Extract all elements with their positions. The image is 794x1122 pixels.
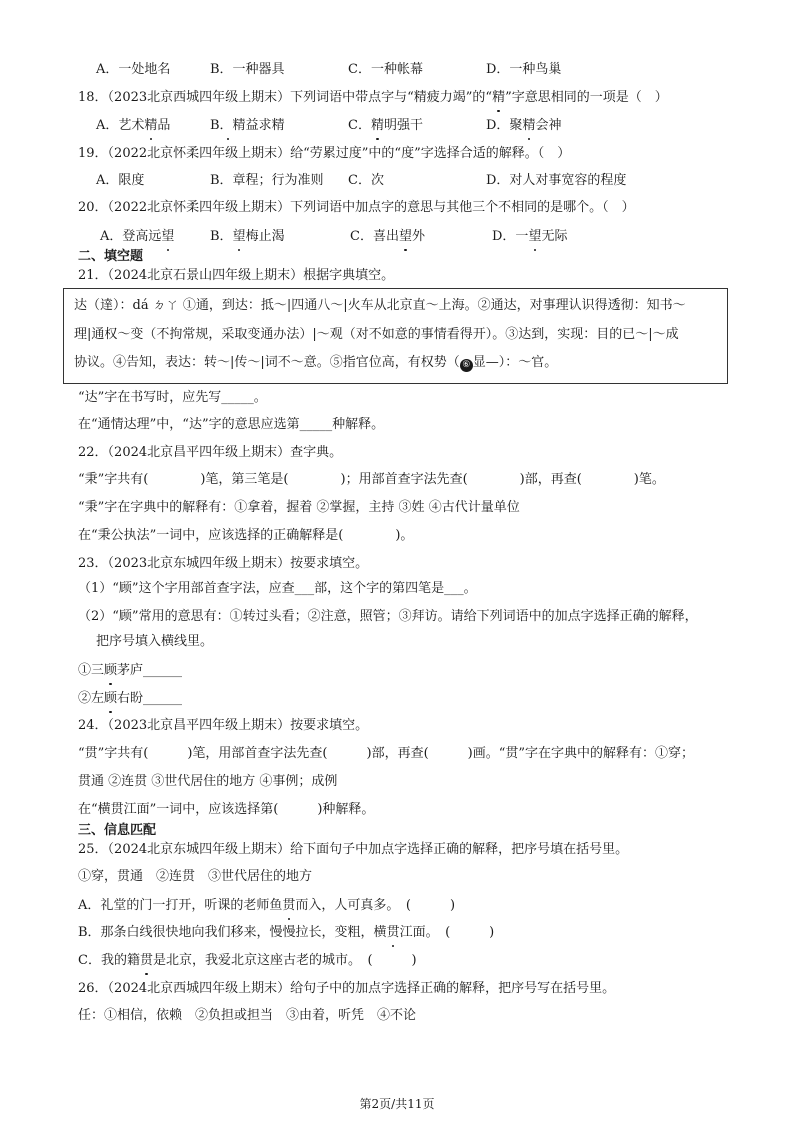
q26-options: 任：①相信，依赖 ②负担或担当 ③由着，听凭 ④不论 xyxy=(78,1008,417,1023)
section-fill-in-title: 二、填空题 xyxy=(78,249,144,264)
q22-line-3: 在“秉公执法”一词中，应该选择的正确解释是( )。 xyxy=(78,528,414,543)
q25-item-b: B．那条白线很快地向我们移来，慢慢拉长，变粗，横贯江面。 ( ) xyxy=(78,925,495,940)
q20-stem: 20．（2022北京怀柔四年级上期末）下列词语中加点字的意思与其他三个不相同的是哪个。（ ） xyxy=(78,200,635,215)
q20-option-d: D．一望无际 xyxy=(492,229,568,244)
dictionary-entry-line: 达（達）：dá ㄉㄚ ①通，到达：抵～|四通八～|火车从北京直～上海。②通达，对事理认识得透彻：知书～ xyxy=(74,298,686,313)
q24-line-2: 贯通 ②连贯 ③世代居住的地方 ④事例；成例 xyxy=(78,774,338,789)
section-matching-title: 三、信息匹配 xyxy=(78,823,157,838)
q24-line-1: “贯”字共有( )笔，用部首查字法先查( )部，再查( )画。“贯”字在字典中的解释有：①穿； xyxy=(78,746,695,761)
q25-item-a: A．礼堂的门一打开，听课的老师鱼贯而入，人可真多。 ( ) xyxy=(78,898,456,913)
q25-item-c: C．我的籍贯是北京，我爱北京这座古老的城市。 ( ) xyxy=(78,953,417,968)
page-number: 第2页/共11页 xyxy=(359,1097,435,1111)
q17-option-a: A．一处地名 xyxy=(96,62,171,77)
q19-option-d: D．对人对事宽容的程度 xyxy=(486,173,627,188)
q21-stem: 21．（2024北京石景山四年级上期末）根据字典填空。 xyxy=(78,268,395,283)
q18-option-d: D．聚精会神 xyxy=(486,118,562,133)
q22-line-1: “秉”字共有( )笔，第三笔是( )；用部首查字法先查( )部，再查( )笔。 xyxy=(78,472,665,487)
q17-option-b: B．一种器具 xyxy=(210,62,285,77)
dictionary-entry-line: 协议。④告知，表达：转～|传～|词不～意。⑤指官位高，有权势（ ⑥ 显—）：～官。 xyxy=(74,355,558,370)
circled-number-icon: ⑥ xyxy=(460,359,473,372)
q17-option-c: C．一种帐幕 xyxy=(348,62,423,77)
q22-line-2: “秉”字在字典中的解释有：①拿着，握着 ②掌握，主持 ③姓 ④古代计量单位 xyxy=(78,500,520,515)
q21-line-1: “达”字在书写时，应先写_____。 xyxy=(78,390,267,405)
dictionary-entry-line: 理|通权～变（不拘常规，采取变通办法）|～观（对不如意的事情看得开）。③达到，实现：目的已～|～成 xyxy=(74,327,679,342)
q23-item-2: ②左顾右盼______ xyxy=(78,691,183,706)
q19-stem: 19．（2022北京怀柔四年级上期末）给“劳累过度”中的“度”字选择合适的解释。（ ） xyxy=(78,146,571,161)
q24-stem: 24．（2023北京昌平四年级上期末）按要求填空。 xyxy=(78,718,369,733)
q18-option-a: A．艺术精品 xyxy=(96,118,171,133)
q18-option-b: B．精益求精 xyxy=(210,118,285,133)
q23-line-3: 把序号填入横线里。 xyxy=(96,634,214,649)
q23-line-1: （1）“顾”这个字用部首查字法，应查___部，这个字的第四笔是___。 xyxy=(78,581,477,596)
q19-option-a: A．限度 xyxy=(96,173,145,188)
q18-stem: 18．（2023北京西城四年级上期末）下列词语中带点字与“精疲力竭”的“精”字意思相同的一项是（ ） xyxy=(78,90,668,105)
q24-line-3: 在“横贯江面”一词中，应该选择第( )种解释。 xyxy=(78,802,375,817)
q20-option-b: B．望梅止渴 xyxy=(210,229,285,244)
q21-line-2: 在“通情达理”中，“达”字的意思应选第_____种解释。 xyxy=(78,417,385,432)
q25-stem: 25．（2024北京东城四年级上期末）给下面句子中加点字选择正确的解释，把序号填在括号里。 xyxy=(78,842,629,857)
q17-option-d: D．一种鸟巢 xyxy=(486,62,562,77)
q22-stem: 22．（2024北京昌平四年级上期末）查字典。 xyxy=(78,445,343,460)
q20-option-a: A．登高远望 xyxy=(100,229,175,244)
q18-option-c: C．精明强干 xyxy=(348,118,423,133)
q23-line-2: （2）“顾”常用的意思有：①转过头看；②注意，照管；③拜访。请给下列词语中的加点字选择正确的解释， xyxy=(78,609,698,624)
q23-item-1: ①三顾茅庐______ xyxy=(78,663,183,678)
q23-stem: 23．（2023北京东城四年级上期末）按要求填空。 xyxy=(78,556,369,571)
q19-option-c: C．次 xyxy=(348,173,384,188)
q19-option-b: B．章程；行为准则 xyxy=(210,173,324,188)
dictionary-entry-box xyxy=(63,288,728,384)
q20-option-c: C．喜出望外 xyxy=(350,229,425,244)
q25-options: ①穿，贯通 ②连贯 ③世代居住的地方 xyxy=(78,869,313,884)
q26-stem: 26．（2024北京西城四年级上期末）给句子中的加点字选择正确的解释，把序号写在括号里。 xyxy=(78,981,616,996)
